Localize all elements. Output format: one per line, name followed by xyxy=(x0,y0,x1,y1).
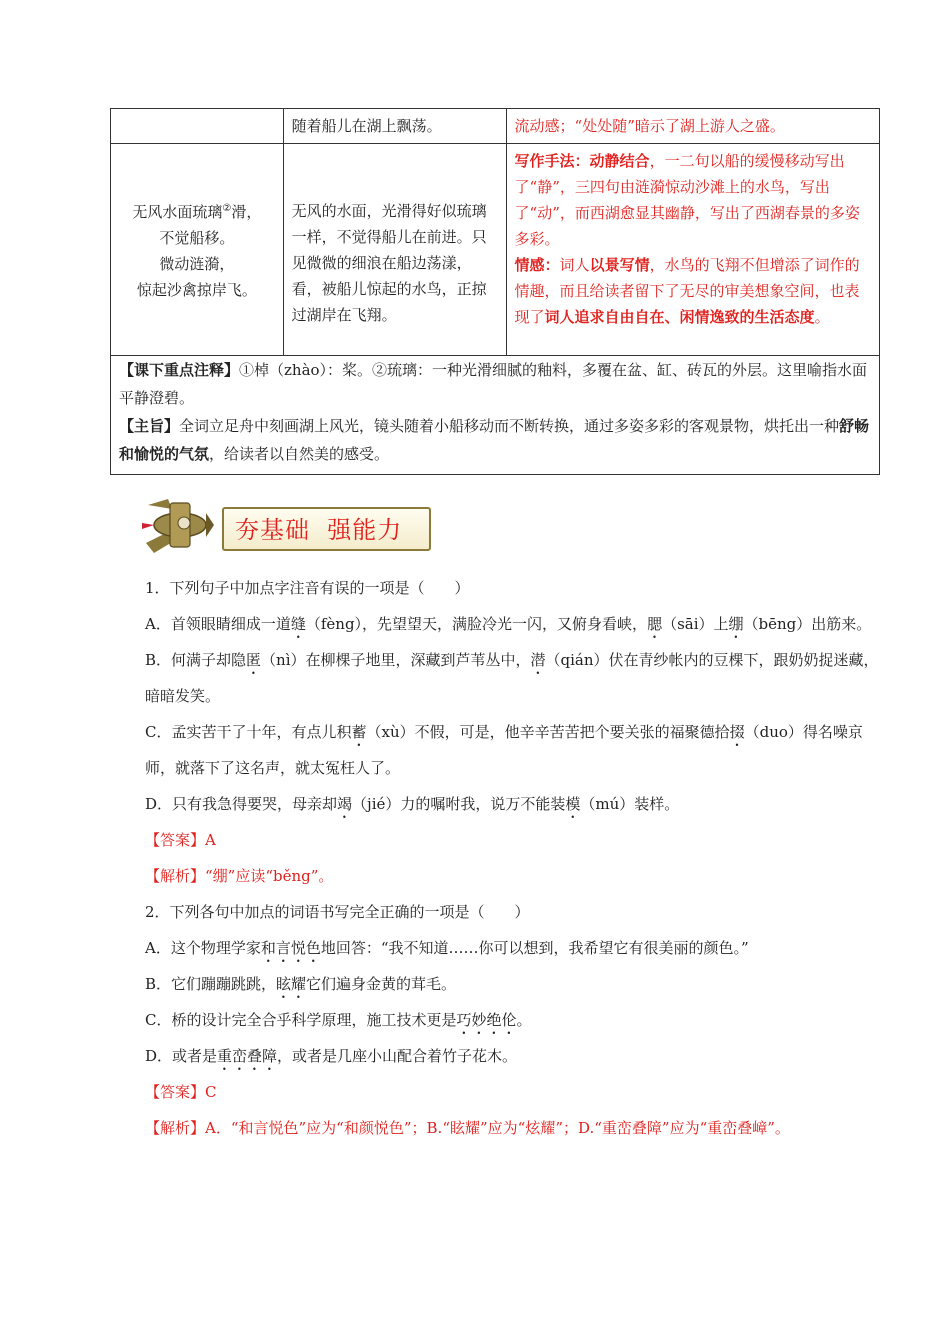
question-stem: 1．下列句子中加点字注音有误的一项是（ ） xyxy=(145,579,470,597)
analysis-text: “绷”应读“běng”。 xyxy=(205,867,334,885)
option-text: （bēng）出筋来。 xyxy=(743,615,872,633)
translation-cell xyxy=(283,109,506,144)
translation-cell xyxy=(283,144,506,356)
option-text: （xù）不假，可是，他辛辛苦苦把个要关张的福聚德拾 xyxy=(366,723,730,741)
option-text: C．桥的设计完全合乎科学原理，施工技术更是 xyxy=(145,1011,457,1029)
option-b xyxy=(145,642,880,714)
option-text: （mú）装样。 xyxy=(580,795,680,813)
dotted-char: 掇 xyxy=(729,723,745,741)
analysis xyxy=(145,858,880,894)
footnote-marker: ② xyxy=(222,203,232,214)
poem-line: 微动涟漪， xyxy=(159,255,235,273)
banner-title: 夯基础 强能力 xyxy=(235,516,403,544)
dotted-char: 缝 xyxy=(290,615,306,633)
emotion-text: 。 xyxy=(814,308,830,326)
translation-text: 无风的水面，光滑得好似琉璃一样，不觉得船儿在前进。只见微微的细浪在船边荡漾，看，被船儿惊起的水鸟，正掠过湖岸在飞翔。 xyxy=(291,201,487,324)
analysis-cell xyxy=(506,109,879,144)
option-text: （qián）伏在青纱帐内的豆棵下，跟奶奶捉迷藏，暗暗发笑。 xyxy=(145,651,879,705)
option-text: （fèng），先望望天，满脸冷光一闪，又俯身看峡， xyxy=(305,615,648,633)
emotion-text: 词人 xyxy=(559,256,590,274)
option-text: （duo）得名噪京师，就落下了这名声，就太冤枉人了。 xyxy=(145,723,863,777)
theme-key: 舒畅和愉悦的气氛 xyxy=(119,417,870,463)
notes-label: 【课下重点注释】 xyxy=(119,361,240,379)
translation-text: 随着船儿在湖上飘荡。 xyxy=(291,117,442,135)
option-text: A．这个物理学家 xyxy=(145,939,261,957)
emotion-key: 以景写情 xyxy=(589,256,650,274)
question-stem: 2．下列各句中加点的词语书写完全正确的一项是（ ） xyxy=(145,903,530,921)
poem-cell xyxy=(111,144,284,356)
key-notes xyxy=(119,356,871,412)
answer-label: 【答案】 xyxy=(145,1083,206,1101)
option-a xyxy=(145,606,880,642)
poem-line: 滑， xyxy=(231,203,262,221)
method-label: 写作手法： xyxy=(514,152,590,170)
dotted-char: 竭 xyxy=(337,795,353,813)
dotted-char: 腮 xyxy=(647,615,663,633)
dotted-word: 眩耀 xyxy=(276,975,307,993)
option-text: A．首领眼睛细成一道 xyxy=(145,615,291,633)
option-text: （sāi）上 xyxy=(662,615,729,633)
option-text: （jié）力的嘱咐我，说万不能装 xyxy=(352,795,566,813)
option-text: B．它们蹦蹦跳跳， xyxy=(145,975,277,993)
answer-label: 【答案】 xyxy=(145,831,206,849)
option-text: 它们遍身金黄的茸毛。 xyxy=(306,975,457,993)
method-key: 动静结合 xyxy=(589,152,650,170)
dotted-word: 巧妙绝伦 xyxy=(456,1011,517,1029)
dotted-char: 蓄 xyxy=(351,723,367,741)
analysis-text: A．“和言悦色”应为“和颜悦色”；B.“眩耀”应为“炫耀”；D.“重峦叠障”应为“重峦叠嶂”。 xyxy=(205,1119,790,1137)
option-text: B．何满子却隐 xyxy=(145,651,247,669)
poem-line: 无风水面琉璃 xyxy=(132,203,223,221)
option-a xyxy=(145,930,880,966)
theme-label: 【主旨】 xyxy=(119,417,180,435)
dotted-char: 潜 xyxy=(530,651,546,669)
analysis-label: 【解析】 xyxy=(145,1119,206,1137)
answer xyxy=(145,1074,880,1110)
dotted-word: 和言悦色 xyxy=(260,939,321,957)
option-text: 地回答：“我不知道……你可以想到，我希望它有很美丽的颜色。” xyxy=(320,939,749,957)
option-c xyxy=(145,714,880,786)
dotted-char: 匿 xyxy=(246,651,262,669)
option-text: 。 xyxy=(516,1011,532,1029)
notes-box xyxy=(110,350,880,475)
airplane-icon xyxy=(140,495,225,557)
answer xyxy=(145,822,880,858)
option-text: ，或者是几座小山配合着竹子花木。 xyxy=(277,1047,518,1065)
option-text: （nì）在柳棵子地里，深藏到芦苇丛中， xyxy=(261,651,531,669)
option-text: D．或者是 xyxy=(145,1047,218,1065)
analysis xyxy=(145,1110,880,1146)
poem-table xyxy=(110,108,880,356)
answer-value: C xyxy=(205,1083,217,1101)
option-d xyxy=(145,786,880,822)
table-row xyxy=(111,144,880,356)
method-text: ，一二句以船的缓慢移动写出了“静”，三四句由涟漪惊动沙滩上的水鸟，写出了“动”，而西湖愈显其幽静，写出了西湖春景的多姿多彩。 xyxy=(514,152,860,248)
option-c xyxy=(145,1002,880,1038)
answer-value: A xyxy=(205,831,216,849)
theme-text: 全词立足舟中刻画湖上风光，镜头随着小船移动而不断转换，通过多姿多彩的客观景物，烘托出一种 xyxy=(179,417,840,435)
dotted-char: 绷 xyxy=(728,615,744,633)
option-text: D．只有我急得要哭，母亲却 xyxy=(145,795,338,813)
emotion-key: 词人追求自由自在、闲情逸致的生活态度 xyxy=(544,308,815,326)
questions xyxy=(145,570,880,1146)
analysis-label: 【解析】 xyxy=(145,867,206,885)
notes-text: ①棹（zhào）：桨。②琉璃：一种光滑细腻的釉料，多覆在盆、缸、砖瓦的外层。这里喻指水面平静澄碧。 xyxy=(119,361,868,407)
theme xyxy=(119,412,871,468)
analysis-cell xyxy=(506,144,879,356)
table-row xyxy=(111,109,880,144)
analysis-text: 流动感；“处处随”暗示了湖上游人之盛。 xyxy=(514,117,785,135)
dotted-char: 模 xyxy=(565,795,581,813)
section-banner xyxy=(140,495,430,560)
option-d xyxy=(145,1038,880,1074)
option-b xyxy=(145,966,880,1002)
theme-text: ，给读者以自然美的感受。 xyxy=(209,445,390,463)
dotted-word: 重峦叠障 xyxy=(217,1047,278,1065)
emotion-text: ，水鸟的飞翔不但增添了词作的情趣，而且给读者留下了无尽的审美想象空间，也表现了 xyxy=(514,256,860,326)
poem-line: 惊起沙禽掠岸飞。 xyxy=(136,281,257,299)
poem-cell xyxy=(111,109,284,144)
poem-line: 不觉船移。 xyxy=(159,229,235,247)
option-text: C．孟实苦干了十年，有点儿积 xyxy=(145,723,352,741)
emotion-label: 情感： xyxy=(514,256,560,274)
